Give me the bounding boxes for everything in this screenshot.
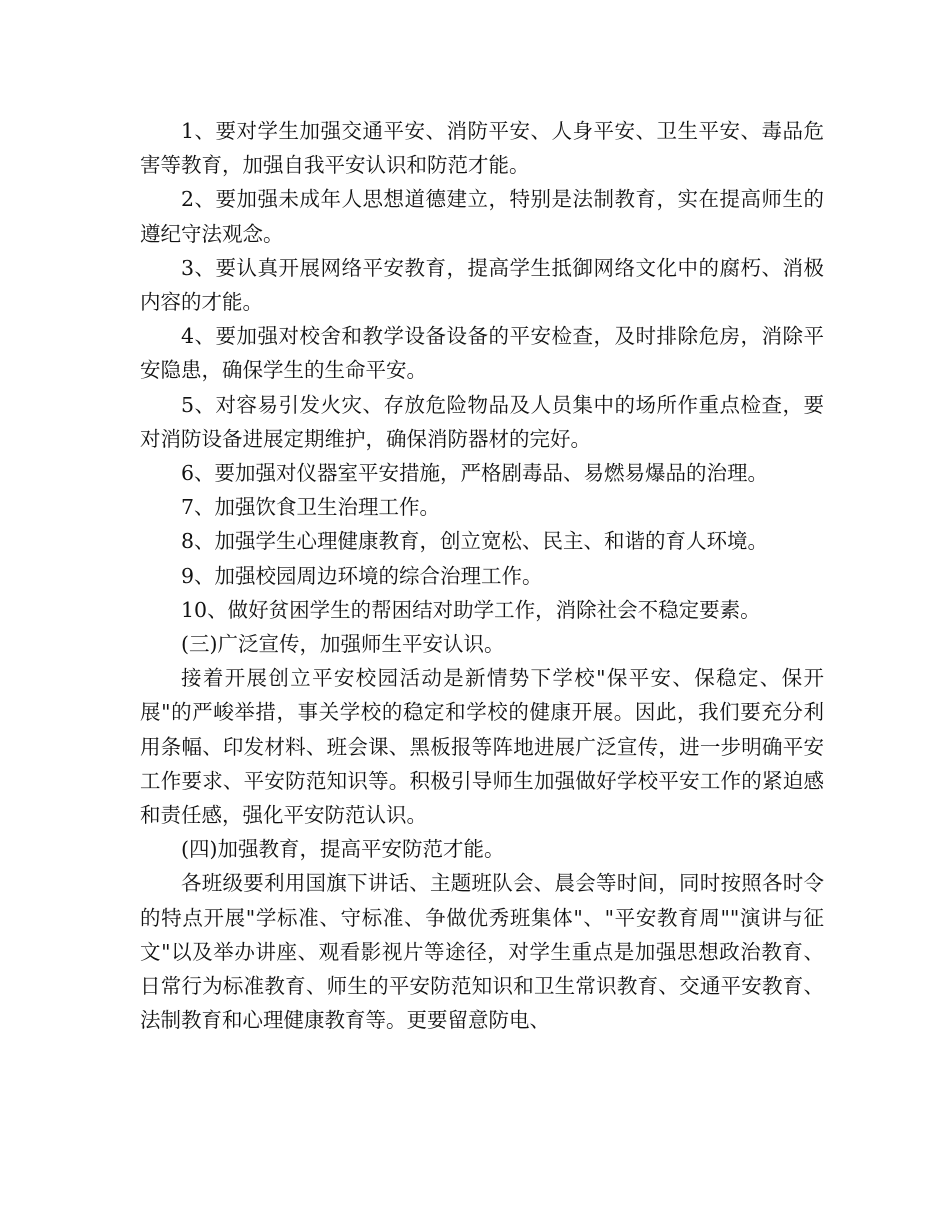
paragraph-item-10: 10、做好贫困学生的帮困结对助学工作，消除社会不稳定要素。 [181, 597, 761, 622]
paragraph-item-1: 1、要对学生加强交通平安、消防平安、人身平安、卫生平安、毒品危害等教育，加强自我平安认识和防范才能。 [140, 119, 824, 178]
paragraph-item-5: 5、对容易引发火灾、存放危险物品及人员集中的场所作重点检查，要对消防设备进展定期维护，确保消防器材的完好。 [140, 392, 824, 451]
paragraph-item-7: 7、加强饮食卫生治理工作。 [181, 495, 441, 520]
document-body [140, 114, 824, 1037]
paragraph-item-9: 9、加强校园周边环境的综合治理工作。 [181, 563, 543, 588]
paragraph-item-3: 3、要认真开展网络平安教育，提高学生抵御网络文化中的腐朽、消极内容的才能。 [140, 255, 824, 315]
section-heading-3: (三)广泛宣传，加强师生平安认识。 [181, 632, 505, 657]
paragraph-item-8: 8、加强学生心理健康教育，创立宽松、民主、和谐的育人环境。 [181, 529, 769, 554]
paragraph-item-6: 6、要加强对仪器室平安措施，严格剧毒品、易燃易爆品的治理。 [181, 461, 769, 486]
paragraph-education: 各班级要利用国旗下讲话、主题班队会、晨会等时间，同时按照各时令的特点开展"学标准、守标准、争做优秀班集体"、"平安教育周""演讲与征文"以及举办讲座、观看影视片等途径，对学生重点是加强思想政治教育、日常行为标准教育、师生的平安防范知识和卫生常识教育、交通平安教育、法制教育和心理健康教育等。更要留意防电、 [140, 871, 824, 1033]
paragraph-publicity: 接着开展创立平安校园活动是新情势下学校"保平安、保稳定、保开展"的严峻举措，事关学校的稳定和学校的健康开展。因此，我们要充分利用条幅、印发材料、班会课、黑板报等阵地进展广泛宣传，进一步明确平安工作要求、平安防范知识等。积极引导师生加强做好学校平安工作的紧迫感和责任感，强化平安防范认识。 [140, 666, 824, 828]
paragraph-item-4: 4、要加强对校舍和教学设备设备的平安检查，及时排除危房，消除平安隐患，确保学生的生命平安。 [140, 324, 824, 383]
section-heading-4: (四)加强教育，提高平安防范才能。 [181, 837, 505, 862]
paragraph-item-2: 2、要加强未成年人思想道德建立，特别是法制教育，实在提高师生的遵纪守法观念。 [140, 187, 824, 246]
